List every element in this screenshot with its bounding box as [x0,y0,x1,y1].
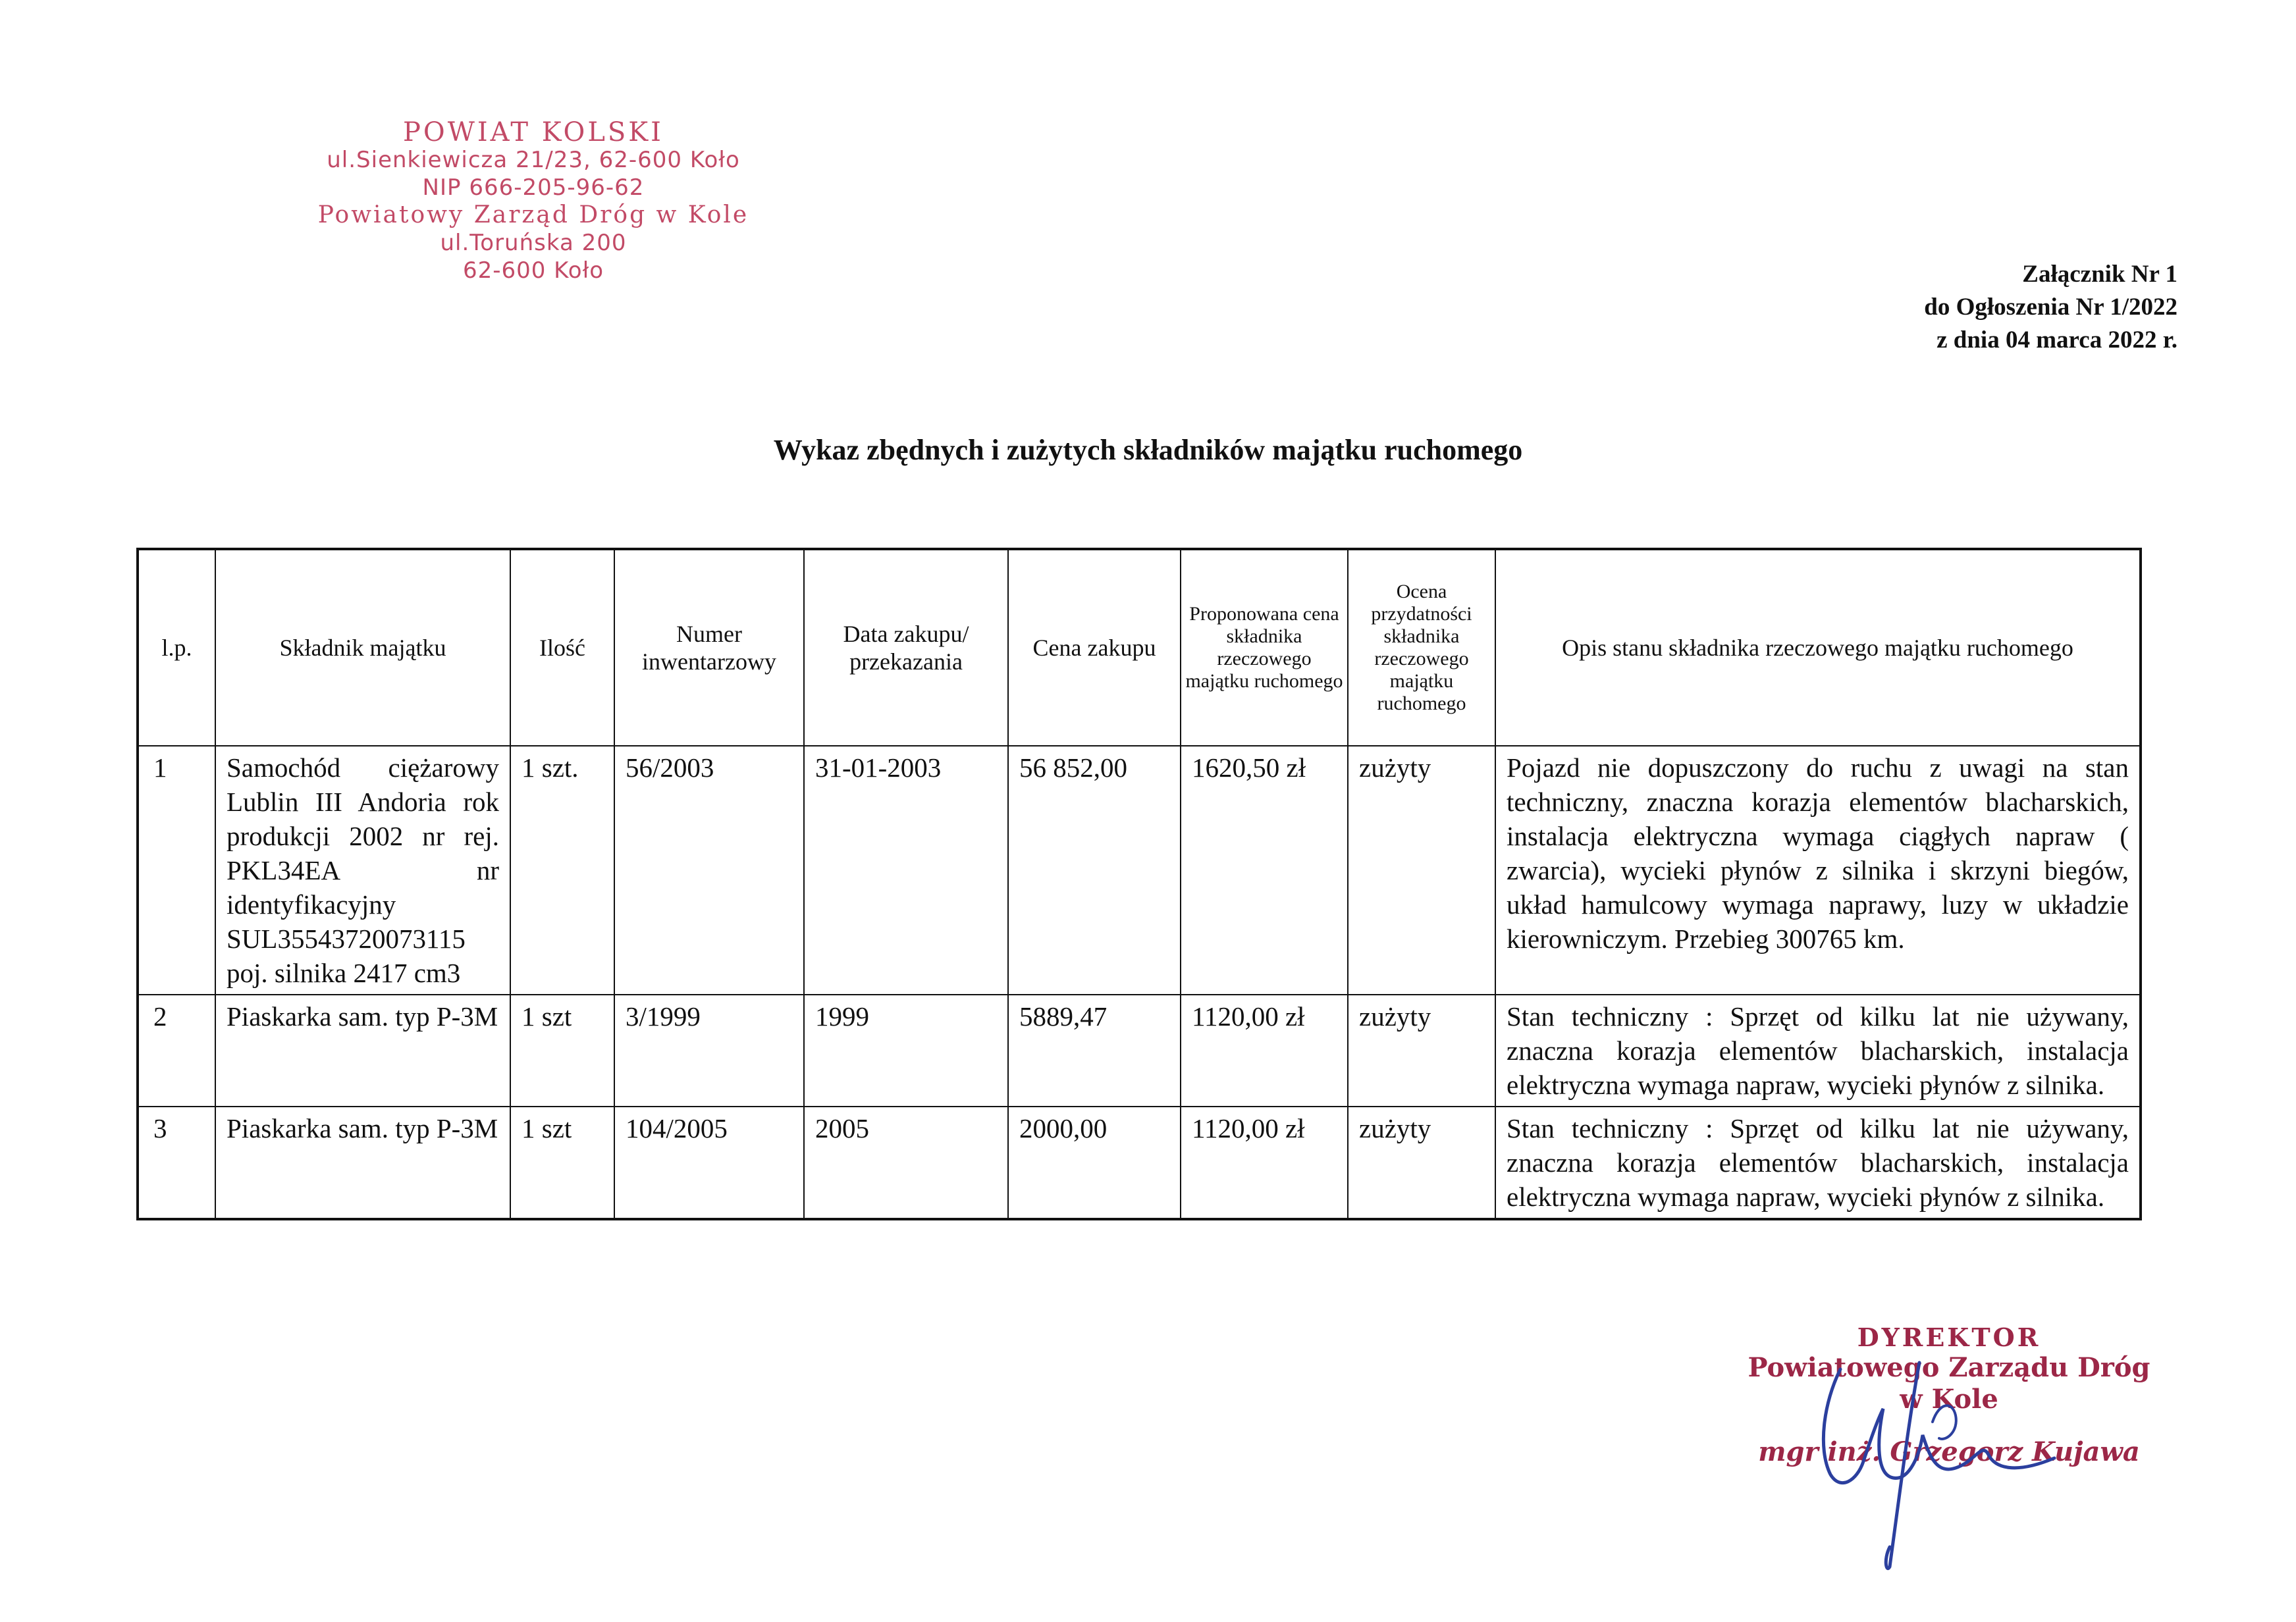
handwritten-signature [1778,1323,2081,1573]
cell-qty: 1 szt [510,995,614,1107]
cell-purchase-date: 31-01-2003 [804,746,1008,995]
cell-lp: 2 [138,995,215,1107]
cell-description: Stan techniczny : Sprzęt od kilku lat nie używany, znaczna korazja elementów blacharskich, instalacja elektryczna wymaga napraw, wycieki płynów z silnika. [1495,1107,2141,1219]
cell-proposed-price: 1120,00 zł [1181,1107,1348,1219]
document-title: Wykaz zbędnych i zużytych składników majątku ruchomego [773,434,1523,466]
cell-inventory-number: 104/2005 [614,1107,804,1219]
cell-purchase-date: 2005 [804,1107,1008,1219]
header-assessment: Ocena przydatności składnika rzeczowego majątku ruchomego [1348,549,1495,746]
director-city: w Kole [1900,1384,1998,1415]
stamp-address: ul.Sienkiewicza 21/23, 62-600 Koło [327,147,740,173]
cell-lp: 1 [138,746,215,995]
cell-assessment: zużyty [1348,1107,1495,1219]
cell-purchase-price: 2000,00 [1008,1107,1181,1219]
annex-line-3: z dnia 04 marca 2022 r. [1936,327,2177,353]
cell-item: Piaskarka sam. typ P-3M [215,1107,510,1219]
stamp-city: 62-600 Koło [462,257,604,284]
signature-stroke-1 [1823,1369,2054,1483]
header-description: Opis stanu składnika rzeczowego majątku ruchomego [1495,549,2141,746]
stamp-nip: NIP 666-205-96-62 [422,174,645,201]
cell-assessment: zużyty [1348,995,1495,1107]
cell-item: Samochód ciężarowy Lublin III Andoria rok produkcji 2002 nr rej. PKL34EA nr identyfikacyjny SUL35543720073115 poj. silnika 2417 cm3 [215,746,510,995]
signature-stroke-3 [1933,1405,1956,1439]
cell-description: Pojazd nie dopuszczony do ruchu z uwagi na stan techniczny, znaczna korazja elementów blacharskich, instalacja elektryczna wymaga ciągłych napraw ( zwarcia), wycieki płynów z silnika i skrzyni biegów, układ hamulcowy wymaga naprawy, luzy w układzie kierowniczym. Przebieg 300765 km. [1495,746,2141,995]
institution-stamp [290,118,777,284]
director-office: Powiatowego Zarządu Dróg [1748,1352,2150,1383]
stamp-street: ul.Toruńska 200 [440,230,627,256]
assets-table [136,548,2142,1220]
director-title: DYREKTOR [1857,1322,2041,1352]
table-header-row [138,549,2141,746]
cell-purchase-date: 1999 [804,995,1008,1107]
header-proposed-price: Proponowana cena składnika rzeczowego majątku ruchomego [1181,549,1348,746]
stamp-office: Powiatowy Zarząd Dróg w Kole [317,201,749,228]
director-name: mgr inż. Grzegorz Kujawa [1758,1436,2140,1467]
header-qty: Ilość [510,549,614,746]
cell-proposed-price: 1120,00 zł [1181,995,1348,1107]
cell-assessment: zużyty [1348,746,1495,995]
header-purchase-date: Data zakupu/ przekazania [804,549,1008,746]
annex-header [1717,258,2177,357]
cell-purchase-price: 56 852,00 [1008,746,1181,995]
header-purchase-price: Cena zakupu [1008,549,1181,746]
cell-purchase-price: 5889,47 [1008,995,1181,1107]
cell-description: Stan techniczny : Sprzęt od kilku lat nie używany, znaczna korazja elementów blacharskich, instalacja elektryczna wymaga napraw, wycieki płynów z silnika. [1495,995,2141,1107]
annex-line-1: Załącznik Nr 1 [2022,261,2177,288]
header-inventory-number: Numer inwentarzowy [614,549,804,746]
cell-inventory-number: 3/1999 [614,995,804,1107]
table-row [138,995,2141,1107]
cell-qty: 1 szt [510,1107,614,1219]
stamp-name: POWIAT KOLSKI [403,117,664,147]
cell-proposed-price: 1620,50 zł [1181,746,1348,995]
table-row [138,1107,2141,1219]
table-row [138,746,2141,995]
cell-lp: 3 [138,1107,215,1219]
cell-qty: 1 szt. [510,746,614,995]
cell-item: Piaskarka sam. typ P-3M [215,995,510,1107]
header-lp: l.p. [138,549,215,746]
annex-line-2: do Ogłoszenia Nr 1/2022 [1924,294,2177,321]
cell-inventory-number: 56/2003 [614,746,804,995]
header-item: Składnik majątku [215,549,510,746]
